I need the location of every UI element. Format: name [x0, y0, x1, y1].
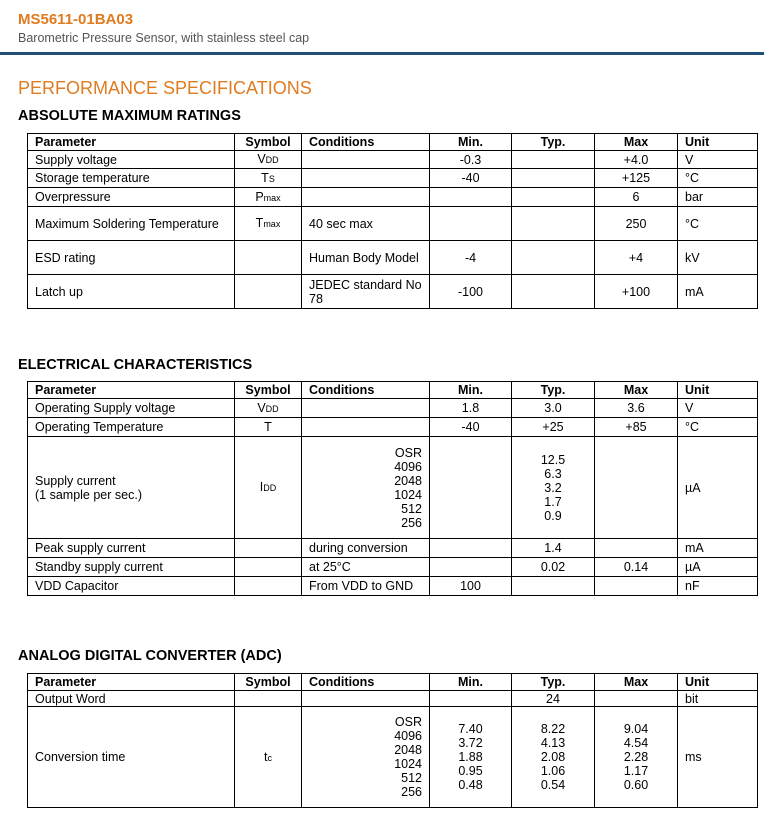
min-value: 3.72 [458, 736, 483, 750]
table-row [28, 151, 758, 169]
cell-min [430, 539, 512, 558]
symbol-text: V [257, 400, 266, 415]
cell-min: -100 [430, 275, 512, 309]
cell-cond [302, 691, 430, 707]
col-parameter: Parameter [28, 382, 235, 399]
col-symbol: Symbol [235, 382, 302, 399]
cell-min: -4 [430, 241, 512, 275]
symbol-text: I [259, 480, 264, 494]
cell-param: Maximum Soldering Temperature [28, 207, 235, 241]
cell-cond: JEDEC standard No 78 [302, 275, 430, 309]
cell-max [595, 437, 678, 539]
cell-typ [512, 437, 595, 539]
typ-value: 3.2 [544, 480, 562, 495]
cell-max: +100 [595, 275, 678, 309]
symbol-text: P [255, 189, 264, 204]
max-value: 0.60 [623, 778, 649, 792]
table-row [28, 241, 758, 275]
cell-min: 1.8 [430, 399, 512, 418]
cell-unit: bit [678, 691, 758, 707]
col-max: Max [595, 134, 678, 151]
col-conditions: Conditions [302, 134, 430, 151]
cell-typ [512, 275, 595, 309]
col-min: Min. [430, 134, 512, 151]
col-max: Max [595, 382, 678, 399]
symbol-sub: S [268, 173, 275, 184]
typ-value: 2.08 [540, 750, 566, 764]
cell-symbol [235, 707, 302, 808]
cell-cond [302, 188, 430, 207]
cell-min [430, 437, 512, 539]
cell-typ: 1.4 [512, 539, 595, 558]
cell-cond-osr [302, 437, 430, 539]
cell-max [595, 539, 678, 558]
typ-value: 1.06 [540, 764, 566, 778]
min-value: 1.88 [458, 750, 483, 764]
cell-param: Latch up [28, 275, 235, 309]
cell-symbol [235, 188, 302, 207]
typ-value: 0.9 [544, 508, 562, 523]
osr-value: 1024 [394, 487, 422, 502]
cell-param: Output Word [28, 691, 235, 707]
cell-typ: 24 [512, 691, 595, 707]
max-value: 1.17 [623, 764, 649, 778]
cell-min [430, 707, 512, 808]
cell-unit: °C [678, 169, 758, 188]
cell-cond [302, 399, 430, 418]
cell-param: Overpressure [28, 188, 235, 207]
symbol-sub: c [267, 752, 272, 763]
cell-symbol [235, 207, 302, 241]
cell-unit: °C [678, 418, 758, 437]
cell-min: -0.3 [430, 151, 512, 169]
cell-min: 100 [430, 577, 512, 596]
cell-typ: +25 [512, 418, 595, 437]
adc-title: ANALOG DIGITAL CONVERTER (ADC) [18, 648, 282, 664]
col-unit: Unit [678, 674, 758, 691]
max-value: 2.28 [623, 750, 649, 764]
cell-max: 0.14 [595, 558, 678, 577]
cell-param [28, 437, 235, 539]
symbol-sub: max [263, 192, 281, 203]
abs-max-title: ABSOLUTE MAXIMUM RATINGS [18, 108, 241, 124]
cell-cond: at 25°C [302, 558, 430, 577]
cell-max: +4 [595, 241, 678, 275]
col-typ: Typ. [512, 382, 595, 399]
cell-typ [512, 707, 595, 808]
cell-unit: mA [678, 539, 758, 558]
cell-typ [512, 207, 595, 241]
section-title: PERFORMANCE SPECIFICATIONS [18, 78, 312, 98]
cell-min [430, 207, 512, 241]
cell-cond: during conversion [302, 539, 430, 558]
typ-value: 6.3 [544, 466, 562, 481]
cell-param: Storage temperature [28, 169, 235, 188]
min-value: 0.48 [458, 778, 483, 792]
cell-max: +85 [595, 418, 678, 437]
col-conditions: Conditions [302, 382, 430, 399]
col-parameter: Parameter [28, 134, 235, 151]
cell-symbol [235, 275, 302, 309]
cell-symbol [235, 539, 302, 558]
cell-symbol [235, 399, 302, 418]
cell-min: -40 [430, 418, 512, 437]
symbol-sub: DD [265, 403, 279, 414]
symbol-text: t [264, 749, 268, 764]
symbol-text: T [261, 170, 269, 185]
cell-typ [512, 577, 595, 596]
table-row [28, 691, 758, 707]
cell-symbol [235, 691, 302, 707]
osr-value: 2048 [394, 743, 422, 757]
cell-param: Operating Supply voltage [28, 399, 235, 418]
cell-param: Operating Temperature [28, 418, 235, 437]
cell-unit: kV [678, 241, 758, 275]
table-row [28, 539, 758, 558]
min-value: 0.95 [458, 764, 483, 778]
cell-unit: µA [678, 437, 758, 539]
col-typ: Typ. [512, 134, 595, 151]
doc-subtitle: Barometric Pressure Sensor, with stainless steel cap [18, 31, 310, 45]
table-row [28, 558, 758, 577]
cell-max: 6 [595, 188, 678, 207]
cell-unit: nF [678, 577, 758, 596]
cell-min [430, 188, 512, 207]
osr-value: 2048 [394, 473, 422, 488]
table-row-conversion-time [28, 707, 758, 808]
cell-max: 3.6 [595, 399, 678, 418]
table-row [28, 399, 758, 418]
cell-param: Peak supply current [28, 539, 235, 558]
cell-min [430, 558, 512, 577]
symbol-text: T [255, 216, 264, 230]
cell-unit: V [678, 151, 758, 169]
cell-max [595, 691, 678, 707]
col-min: Min. [430, 382, 512, 399]
osr-value: 4096 [394, 459, 422, 474]
col-unit: Unit [678, 382, 758, 399]
cell-param: VDD Capacitor [28, 577, 235, 596]
col-min: Min. [430, 674, 512, 691]
adc-table [27, 673, 758, 808]
table-row [28, 275, 758, 309]
col-symbol: Symbol [235, 674, 302, 691]
cell-typ: 0.02 [512, 558, 595, 577]
osr-value: 4096 [394, 729, 422, 743]
col-unit: Unit [678, 134, 758, 151]
osr-value: 1024 [394, 757, 422, 771]
cell-param: Supply voltage [28, 151, 235, 169]
cell-unit: ms [678, 707, 758, 808]
table-row [28, 418, 758, 437]
electrical-table [27, 381, 758, 596]
osr-value: 256 [401, 785, 422, 799]
table-row [28, 207, 758, 241]
osr-label: OSR [394, 715, 422, 729]
cell-symbol [235, 577, 302, 596]
cell-max: +125 [595, 169, 678, 188]
cell-unit: V [678, 399, 758, 418]
col-max: Max [595, 674, 678, 691]
electrical-title: ELECTRICAL CHARACTERISTICS [18, 357, 253, 373]
cell-min [430, 691, 512, 707]
max-value: 9.04 [623, 722, 649, 736]
cell-param: Standby supply current [28, 558, 235, 577]
table-header-row [28, 382, 758, 399]
typ-value: 1.7 [544, 494, 562, 509]
col-conditions: Conditions [302, 674, 430, 691]
symbol-text: T [264, 419, 272, 434]
cell-unit: mA [678, 275, 758, 309]
cell-cond [302, 418, 430, 437]
cell-unit: µA [678, 558, 758, 577]
symbol-sub: DD [265, 155, 279, 165]
cell-max [595, 707, 678, 808]
cell-cond: 40 sec max [302, 207, 430, 241]
osr-value: 512 [401, 771, 422, 785]
cell-param: Conversion time [28, 707, 235, 808]
cell-symbol [235, 437, 302, 539]
abs-max-table [27, 133, 758, 309]
table-row [28, 188, 758, 207]
cell-typ [512, 151, 595, 169]
cell-symbol [235, 169, 302, 188]
cell-cond: From VDD to GND [302, 577, 430, 596]
header-rule [0, 52, 764, 55]
symbol-sub: DD [263, 483, 277, 493]
typ-value: 4.13 [540, 736, 566, 750]
table-header-row [28, 134, 758, 151]
col-parameter: Parameter [28, 674, 235, 691]
cell-typ [512, 169, 595, 188]
cell-unit: bar [678, 188, 758, 207]
cell-cond [302, 169, 430, 188]
typ-value: 0.54 [540, 778, 566, 792]
osr-value: 256 [401, 515, 422, 530]
col-symbol: Symbol [235, 134, 302, 151]
cell-max: 250 [595, 207, 678, 241]
symbol-sub: max [263, 219, 281, 229]
supply-param-line2: (1 sample per sec.) [35, 487, 142, 502]
typ-value: 12.5 [540, 452, 566, 467]
cell-symbol [235, 558, 302, 577]
cell-cond [302, 151, 430, 169]
max-value: 4.54 [623, 736, 649, 750]
typ-value: 8.22 [540, 722, 566, 736]
supply-param-line1: Supply current [35, 473, 116, 488]
doc-title: MS5611-01BA03 [18, 11, 134, 28]
cell-max: +4.0 [595, 151, 678, 169]
cell-symbol [235, 241, 302, 275]
table-row [28, 169, 758, 188]
table-row [28, 577, 758, 596]
cell-min: -40 [430, 169, 512, 188]
cell-param: ESD rating [28, 241, 235, 275]
min-value: 7.40 [458, 722, 483, 736]
cell-symbol [235, 151, 302, 169]
cell-unit: °C [678, 207, 758, 241]
osr-value: 512 [401, 501, 422, 516]
symbol-text: V [257, 152, 266, 166]
cell-typ [512, 241, 595, 275]
cell-typ: 3.0 [512, 399, 595, 418]
cell-cond: Human Body Model [302, 241, 430, 275]
osr-label: OSR [394, 445, 422, 460]
cell-typ [512, 188, 595, 207]
cell-symbol [235, 418, 302, 437]
table-header-row [28, 674, 758, 691]
cell-cond-osr [302, 707, 430, 808]
cell-max [595, 577, 678, 596]
col-typ: Typ. [512, 674, 595, 691]
table-row-supply-current [28, 437, 758, 539]
